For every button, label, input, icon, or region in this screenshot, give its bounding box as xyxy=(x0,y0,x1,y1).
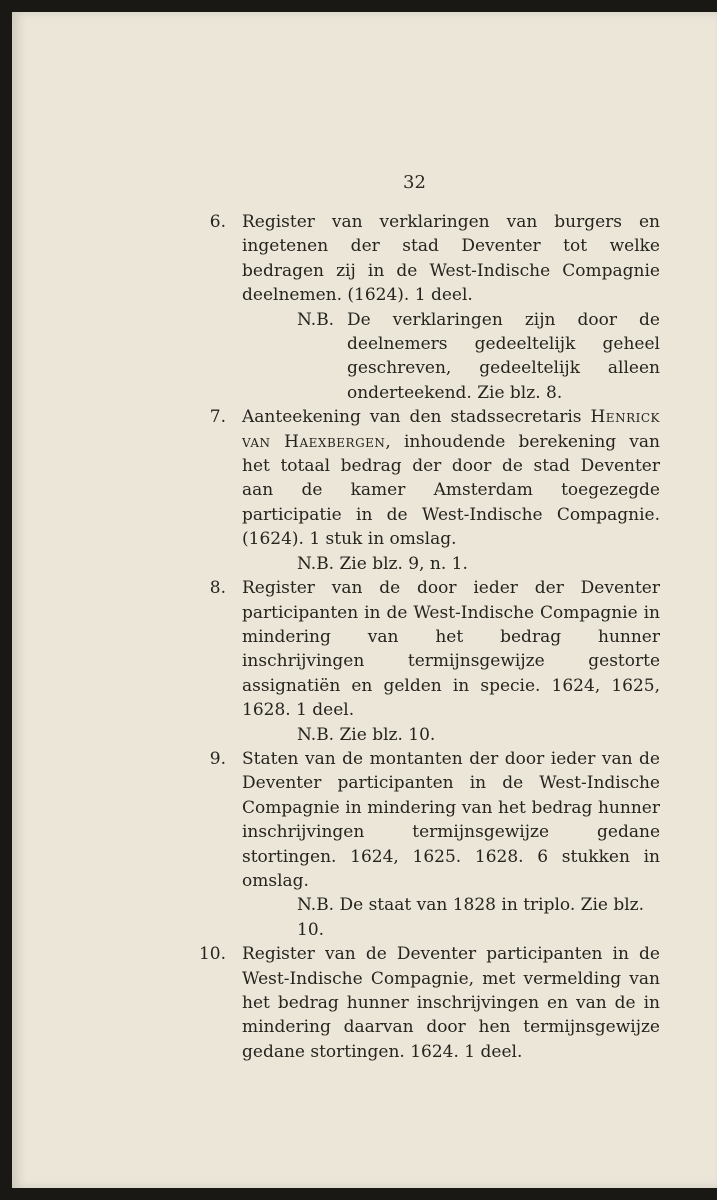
entry-text-part: , inhoudende berekening van het totaal bedrag der door de stad Deventer aan de kamer Amsterdam toegezegde participatie in de West-Indische Compagnie. (1624). 1 stuk in omslag. xyxy=(242,431,660,550)
entry-10 xyxy=(198,942,660,1064)
entry-7 xyxy=(209,405,660,576)
entry-text: Register van de Deventer participanten in de West-Indische Compagnie, met vermelding van het bedrag hunner inschrijvingen en van de in mindering daarvan door hen termijnsgewijze gedane stortingen. 1624. 1 deel. xyxy=(242,944,660,1062)
text-block xyxy=(198,210,660,1064)
entry-text xyxy=(242,405,660,551)
entry-note: N.B. Zie blz. 10. xyxy=(297,724,436,745)
page xyxy=(12,12,717,1188)
entry-6 xyxy=(209,210,660,405)
entry-text: Register van de door ieder der Deventer participanten in de West-Indische Compagnie in mindering van het bedrag hunner inschrijvingen termijnsgewijze gestorte assignatiën en gelden in specie. 1624, 1625, 1628. 1 deel. xyxy=(242,578,660,721)
entry-text: Staten van de montanten der door ieder van de Deventer participanten in de West-Indische Compagnie in mindering van het bedrag hunner inschrijvingen termijnsgewijze gedane stortingen. 1624, 1625. 1628. 6 stukken in omslag. xyxy=(242,748,660,891)
entry-8 xyxy=(209,576,660,747)
entry-number: 6. xyxy=(209,212,226,232)
page-number: 32 xyxy=(403,172,426,193)
entry-9 xyxy=(209,747,660,942)
note-label: N.B. xyxy=(297,309,335,330)
entry-note: N.B. De staat van 1828 in triplo. Zie blz. 10. xyxy=(297,895,645,940)
entry-number: 8. xyxy=(209,578,226,599)
entry-number: 10. xyxy=(198,944,226,965)
note-text: De verklaringen zijn door de deelnemers gedeeltelijk geheel geschreven, gedeeltelijk alleen onderteekend. Zie blz. 8. xyxy=(347,309,660,403)
entry-note: N.B. Zie blz. 9, n. 1. xyxy=(297,553,468,574)
entry-number: 9. xyxy=(209,748,226,769)
entry-number: 7. xyxy=(209,407,226,428)
person-name: Henrick van Haexbergen xyxy=(242,407,660,452)
entry-note xyxy=(242,308,660,406)
entry-text-part: Aanteekening van den stadssecretaris xyxy=(242,407,591,428)
entry-text: Register van verklaringen van burgers en ingetenen der stad Deventer tot welke bedragen zij in de West-Indische Compagnie deelnemen. (1624). 1 deel. xyxy=(242,212,660,306)
